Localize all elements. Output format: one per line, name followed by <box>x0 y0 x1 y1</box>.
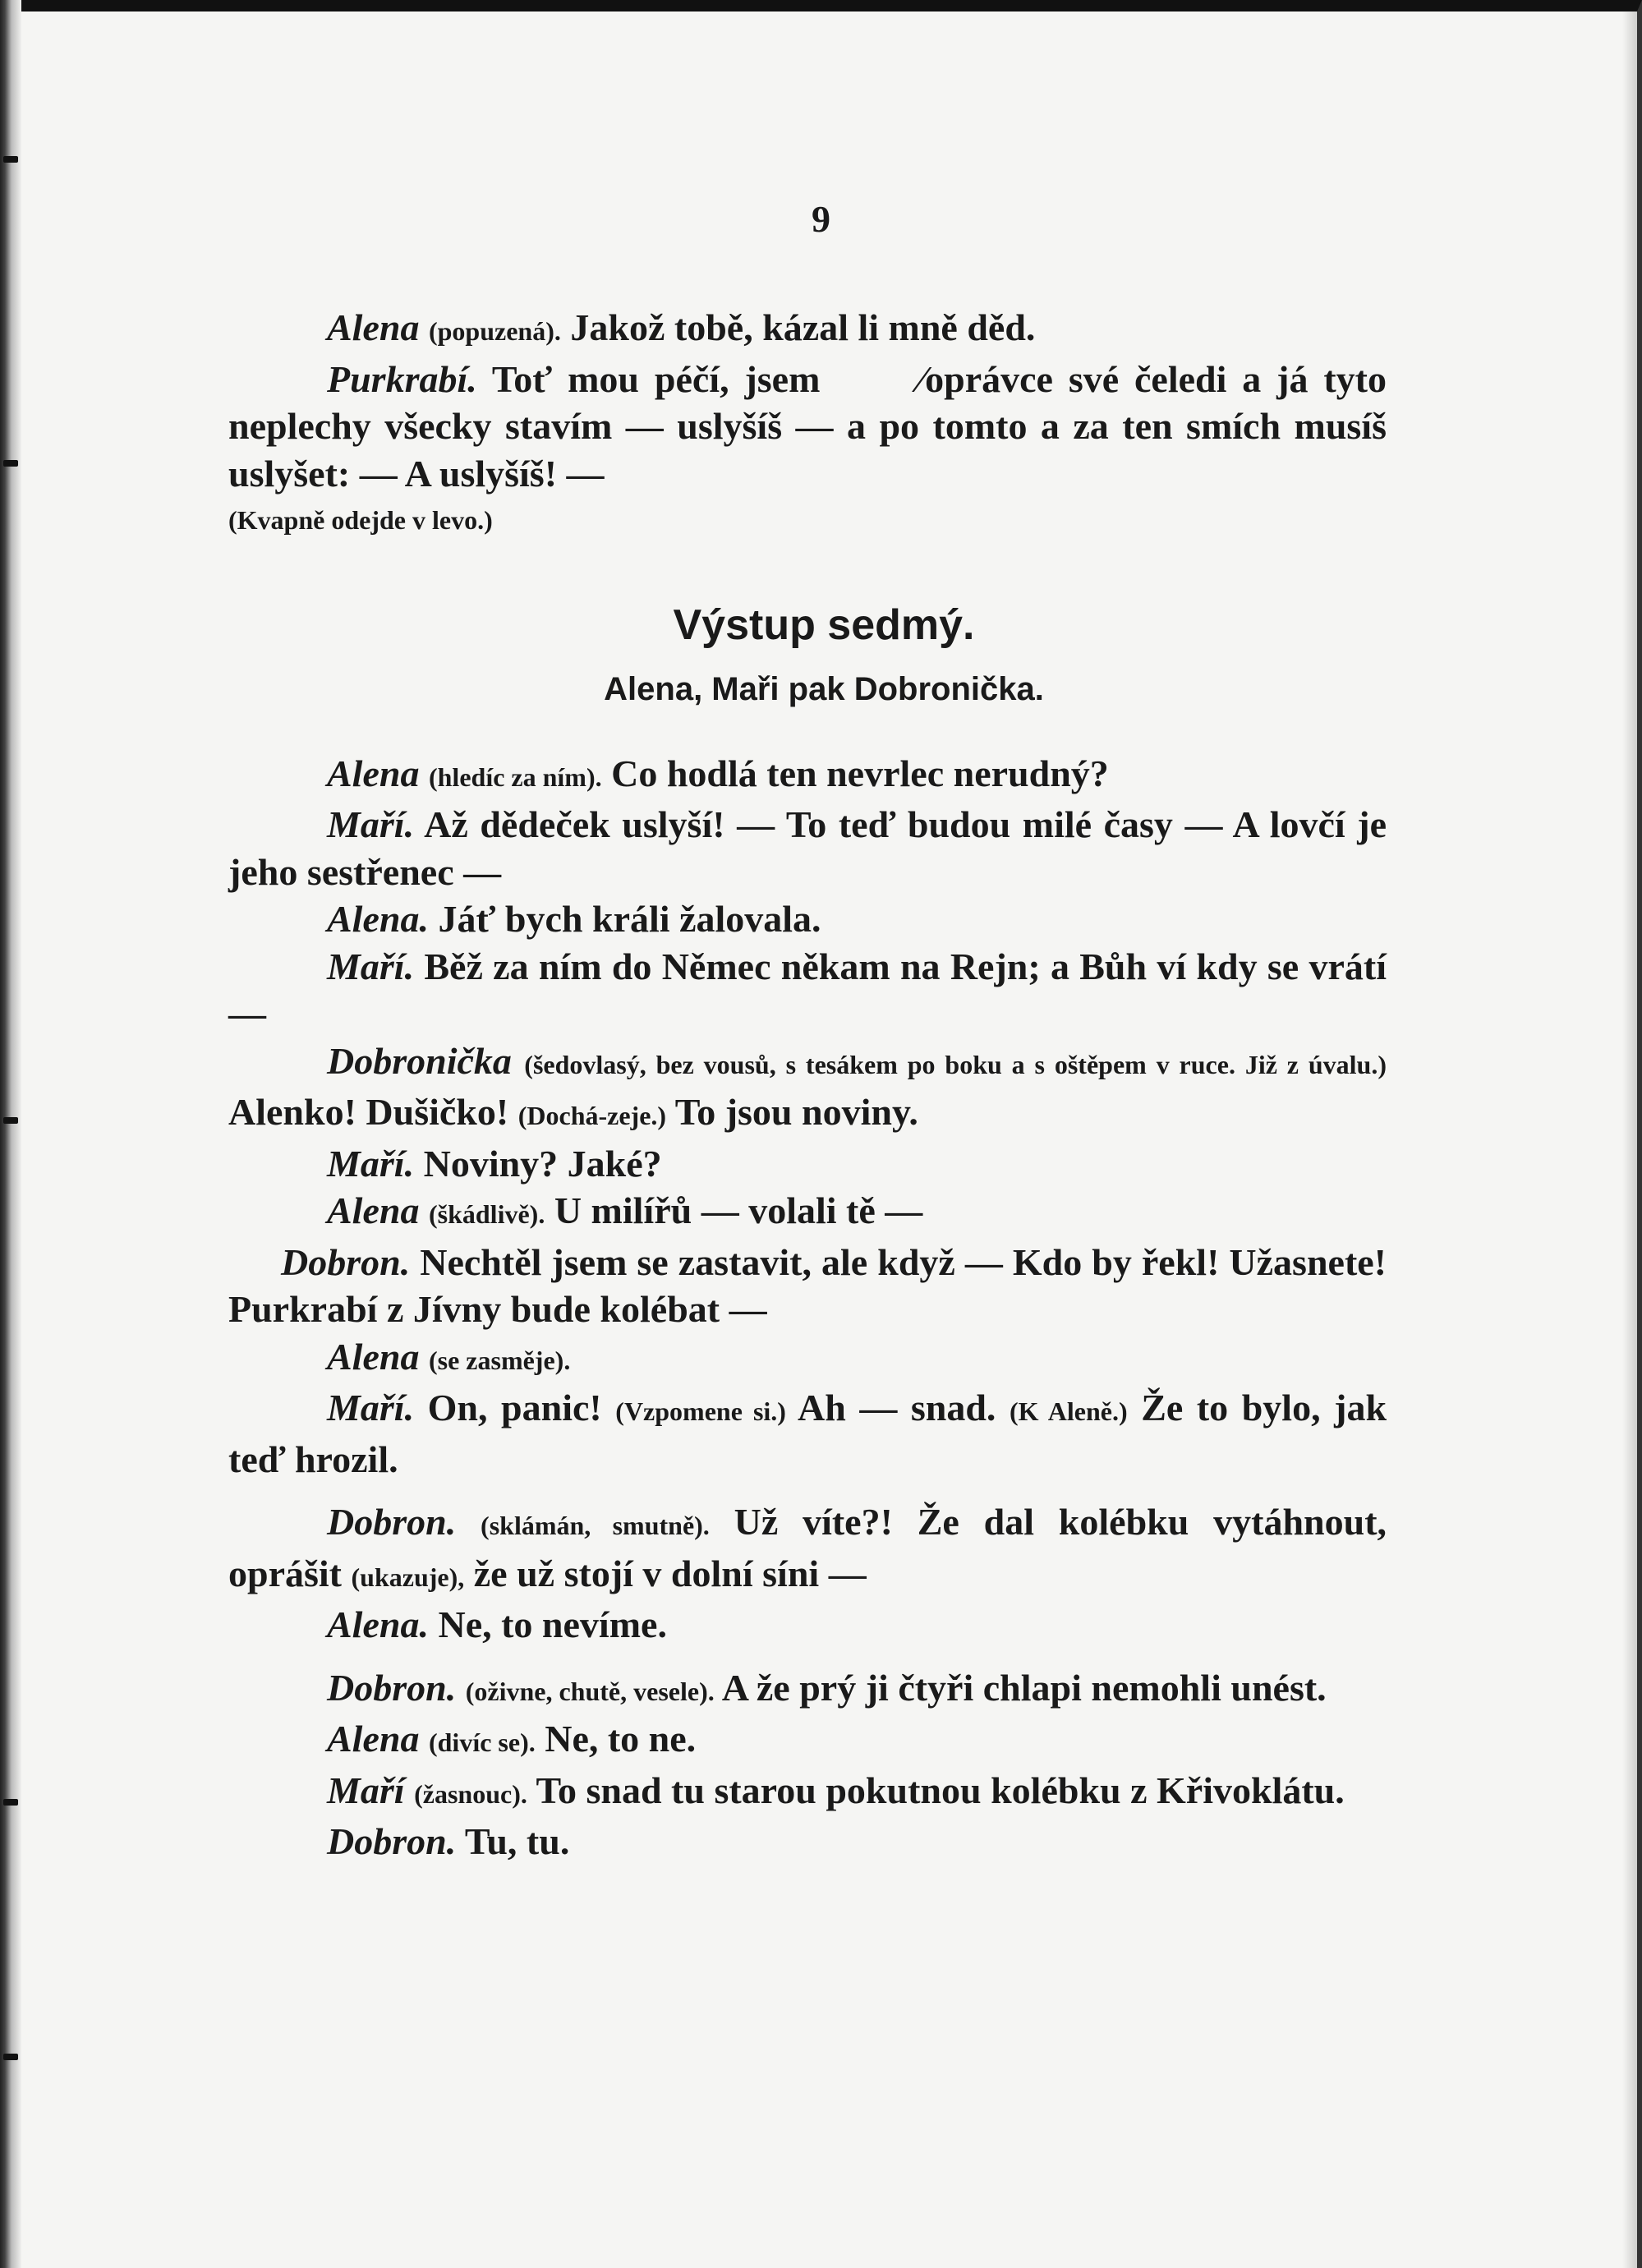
speech-text: To snad tu starou pokutnou kolébku z Křivoklátu. <box>536 1769 1345 1811</box>
speaker-name: Dobron. <box>327 1666 457 1709</box>
binding-mark <box>3 156 18 163</box>
speech-text: oprávce své čeledi a já tyto neplechy všecky stavím — uslyšíš — a po tomto a za ten smích musíš uslyšet: — A uslyšíš! — <box>228 357 1387 495</box>
dialogue-line <box>228 1333 1387 1385</box>
stage-direction: (K Aleně.) <box>1009 1396 1128 1426</box>
speech-text: Nechtěl jsem se zastavit, ale když — Kdo by řekl! Užasnete! Purkrabí z Jívny bude kolébat — <box>228 1240 1387 1330</box>
dialogue-line <box>228 895 1387 943</box>
speech-text: Ne, to ne. <box>545 1718 697 1760</box>
speech-text: Alenko! Dušičko! <box>228 1091 509 1133</box>
speech-text: Ne, to nevíme. <box>438 1603 667 1645</box>
stage-direction: (škádlivě). <box>428 1199 545 1229</box>
speech-text: U milířů — volali tě — <box>554 1189 923 1231</box>
stage-direction: (ukazuje), <box>351 1562 465 1592</box>
binding-edge <box>0 0 21 2268</box>
dialogue-line <box>228 1140 1387 1188</box>
speech-text: On, panic! <box>427 1387 602 1428</box>
dialogue-line <box>228 801 1387 895</box>
speaker-name: Maří. <box>327 1387 415 1428</box>
speaker-name: Dobron. <box>281 1240 411 1283</box>
speech-text: Jáť bych králi žalovala. <box>438 898 821 940</box>
text-block <box>228 304 1387 1865</box>
speech-text: To jsou noviny. <box>674 1091 918 1133</box>
exit-direction: (Kvapně odejde v levo.) <box>228 505 493 535</box>
dialogue-line <box>228 1601 1387 1649</box>
speaker-name: Alena <box>327 1335 420 1378</box>
speech-text: Co hodlá ten nevrlec nerudný? <box>611 752 1109 794</box>
speech-text: Už víte?! Že dal kolébku vytáhnout, oprášit <box>228 1501 1387 1594</box>
speech-text: Tu, tu. <box>464 1820 570 1862</box>
dialogue-line <box>228 1664 1387 1716</box>
speech-text: Až dědeček uslyší! — To teď budou milé časy — A lovčí je jeho sestřenec — <box>228 803 1387 893</box>
speaker-name: Alena <box>327 1718 420 1760</box>
stage-direction: (oživne, chutě, vesele). <box>465 1676 715 1706</box>
speaker-name: Maří. <box>327 803 415 845</box>
binding-mark <box>3 2054 18 2060</box>
stage-direction: (šedovlasý, bez vousů, s tesákem po boku a s oštěpem v ruce. Již z úvalu.) <box>524 1049 1387 1079</box>
speaker-name: Maří <box>327 1769 405 1811</box>
speaker-name: Alena <box>327 752 420 794</box>
speaker-name: Alena <box>327 1189 420 1231</box>
speech-text: Ah — snad. <box>797 1387 996 1428</box>
speaker-name: Maří. <box>327 1142 415 1185</box>
speech-text: že už stojí v dolní síni — <box>473 1552 867 1594</box>
dialogue-line <box>228 1239 1387 1333</box>
dialogue-line <box>228 750 1387 802</box>
speech-text: Noviny? Jaké? <box>423 1142 662 1185</box>
speech-text: Toť mou péčí, jsem <box>491 357 821 400</box>
stage-direction: (Dochá-zeje.) <box>517 1101 667 1130</box>
stage-direction: (hledíc za ním). <box>428 761 602 792</box>
stage-direction: (žasnouc). <box>414 1778 527 1809</box>
scene-heading: Výstup sedmý. <box>673 600 975 649</box>
right-page-edge <box>1622 12 1637 2268</box>
speaker-name: Alena. <box>327 898 429 940</box>
speaker-name: Alena <box>327 306 420 348</box>
dialogue-line <box>228 1818 1387 1865</box>
binding-mark <box>3 1117 18 1124</box>
stage-direction: (divíc se). <box>428 1727 536 1757</box>
speech-text: A že prý ji čtyři chlapi nemohli unést. <box>721 1666 1327 1709</box>
print-flourish-mark: ⁄ <box>918 357 926 400</box>
speaker-name: Dobron. <box>327 1820 457 1862</box>
speaker-name: Alena. <box>327 1603 429 1645</box>
dialogue-line <box>228 943 1387 1037</box>
stage-direction: (Vzpomene si.) <box>615 1396 786 1426</box>
scene-cast: Alena, Maři pak Dobronička. <box>604 670 1044 707</box>
page-number: 9 <box>812 198 830 240</box>
dialogue-line <box>228 1715 1387 1767</box>
dialogue-line <box>228 1498 1387 1601</box>
speech-text: Že to bylo, jak teď hrozil. <box>228 1387 1387 1480</box>
speaker-name: Maří. <box>327 945 415 987</box>
dialogue-line <box>228 1767 1387 1819</box>
speech-text: Jakož tobě, kázal li mně děd. <box>570 306 1036 348</box>
speaker-name: Purkrabí. <box>327 357 477 400</box>
speaker-name: Dobron. <box>327 1501 457 1543</box>
stage-direction: (se zasměje). <box>428 1345 571 1375</box>
binding-mark <box>3 460 18 467</box>
stage-direction: (popuzená). <box>428 316 561 346</box>
speech-text: Běž za ním do Němec někam na Rejn; a Bůh ví kdy se vrátí — <box>228 945 1387 1034</box>
dialogue-line <box>228 356 1387 498</box>
dialogue-line <box>228 1384 1387 1483</box>
dialogue-line <box>228 1037 1387 1140</box>
binding-mark <box>3 1799 18 1806</box>
dialogue-line <box>228 304 1387 356</box>
dialogue-line <box>228 1187 1387 1239</box>
stage-direction: (sklámán, smutně). <box>481 1511 710 1540</box>
speaker-name: Dobronička <box>327 1039 512 1082</box>
